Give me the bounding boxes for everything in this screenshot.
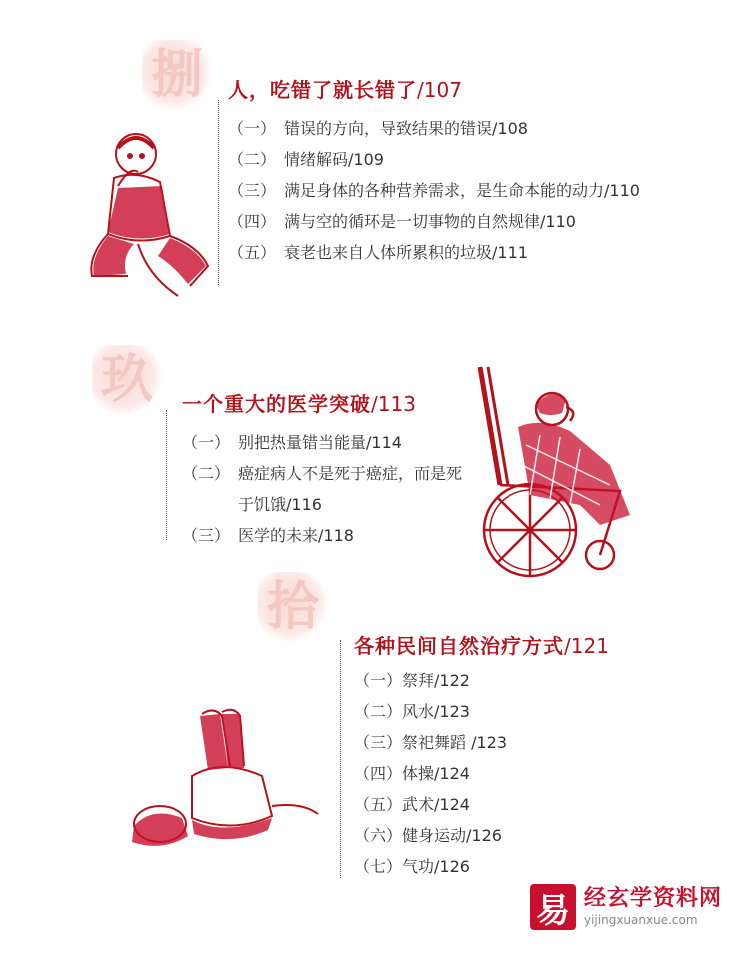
list-item[interactable]: （二） 风水/123 xyxy=(354,702,470,721)
wheelchair-illustration xyxy=(470,365,660,585)
section-title-text: 人，吃错了就长错了 xyxy=(228,78,417,102)
section-1 xyxy=(228,74,679,268)
section-title-1[interactable] xyxy=(228,74,679,103)
chapter-mark-10: 拾 xyxy=(258,572,328,642)
lying-child-illustration xyxy=(122,706,332,866)
section-page: /113 xyxy=(371,392,416,416)
list-item[interactable]: （五） 衰老也来自人体所累积的垃圾/111 xyxy=(228,243,528,262)
chapter-mark-9: 玖 xyxy=(92,345,162,415)
section-title-2[interactable] xyxy=(182,388,466,417)
list-item[interactable]: （一） 别把热量错当能量/114 xyxy=(182,433,402,452)
list-item[interactable]: （四） 满与空的循环是一切事物的自然规律/110 xyxy=(228,212,576,231)
list-item[interactable]: （七） 气功/126 xyxy=(354,857,470,876)
logo-badge-icon: 易 xyxy=(530,884,576,930)
logo-url: yijingxuanxue.com xyxy=(584,913,698,927)
logo-text xyxy=(584,886,722,928)
list-item[interactable]: （一） 错误的方向，导致结果的错误/108 xyxy=(228,119,528,138)
dotted-divider-3 xyxy=(340,640,341,878)
chapter-mark-8: 捌 xyxy=(142,40,212,110)
section-title-3[interactable] xyxy=(354,630,609,659)
section-3 xyxy=(354,630,609,882)
toc-list-3 xyxy=(354,665,609,882)
dotted-divider-2 xyxy=(166,410,167,540)
seated-child-illustration xyxy=(78,126,228,306)
section-page: /121 xyxy=(564,634,609,658)
section-title-text: 一个重大的医学突破 xyxy=(182,392,371,416)
list-item[interactable]: （六） 健身运动/126 xyxy=(354,826,502,845)
site-logo[interactable] xyxy=(530,884,722,930)
toc-list-2 xyxy=(182,427,466,551)
list-item[interactable]: （四） 体操/124 xyxy=(354,764,470,783)
list-item[interactable]: （五） 武术/124 xyxy=(354,795,470,814)
toc-list-1 xyxy=(228,113,679,268)
section-title-text: 各种民间自然治疗方式 xyxy=(354,634,564,658)
list-item[interactable]: （一） 祭拜/122 xyxy=(354,671,470,690)
section-page: /107 xyxy=(417,78,462,102)
logo-name: 经玄学资料网 xyxy=(584,886,723,911)
list-item[interactable]: （三） 满足身体的各种营养需求，是生命本能的动力/110 xyxy=(228,181,640,200)
list-item[interactable]: （三） 医学的未来/118 xyxy=(182,526,354,545)
list-item[interactable]: （三） 祭祀舞蹈 /123 xyxy=(354,733,508,752)
list-item[interactable]: （二） 癌症病人不是死于癌症，而是死于饥饿/116 xyxy=(182,464,463,514)
section-2 xyxy=(182,388,466,551)
list-item[interactable]: （二） 情绪解码/109 xyxy=(228,150,384,169)
